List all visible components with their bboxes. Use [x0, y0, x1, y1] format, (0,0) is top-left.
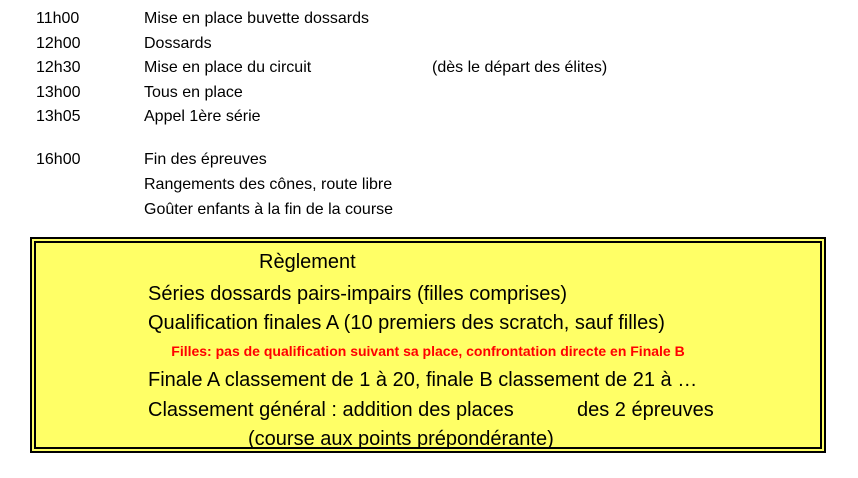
rules-line: des 2 épreuves — [577, 399, 714, 421]
schedule-time: 16h00 — [36, 151, 81, 168]
schedule-label: Dossards — [144, 35, 212, 52]
schedule-time: 11h00 — [36, 10, 80, 27]
rules-box — [30, 237, 826, 453]
schedule-label: Fin des épreuves — [144, 151, 267, 168]
rules-line: Qualification finales A (10 premiers des scratch, sauf filles) — [148, 312, 665, 334]
schedule-time: 12h00 — [36, 35, 81, 52]
schedule-extra-line: Rangements des cônes, route libre — [144, 176, 393, 193]
schedule-time: 13h00 — [36, 84, 81, 101]
rules-line: Classement général : addition des places — [148, 399, 514, 421]
schedule-label: Appel 1ère série — [144, 108, 261, 125]
rules-line: Finale A classement de 1 à 20, finale B classement de 21 à … — [148, 369, 698, 391]
schedule-label: Mise en place du circuit — [144, 59, 312, 76]
schedule-extra-line: Goûter enfants à la fin de la course — [144, 201, 394, 218]
rules-highlight: Filles: pas de qualification suivant sa place, confrontation directe en Finale B — [171, 343, 685, 359]
schedule-label: Tous en place — [144, 84, 243, 101]
schedule-time: 13h05 — [36, 108, 81, 125]
schedule-label: Mise en place buvette dossards — [144, 10, 370, 27]
rules-line: (course aux points prépondérante) — [248, 428, 554, 450]
schedule-time: 12h30 — [36, 59, 81, 76]
rules-title: Règlement — [259, 251, 356, 273]
rules-line: Séries dossards pairs-impairs (filles comprises) — [148, 283, 567, 305]
schedule-note: (dès le départ des élites) — [432, 59, 608, 76]
